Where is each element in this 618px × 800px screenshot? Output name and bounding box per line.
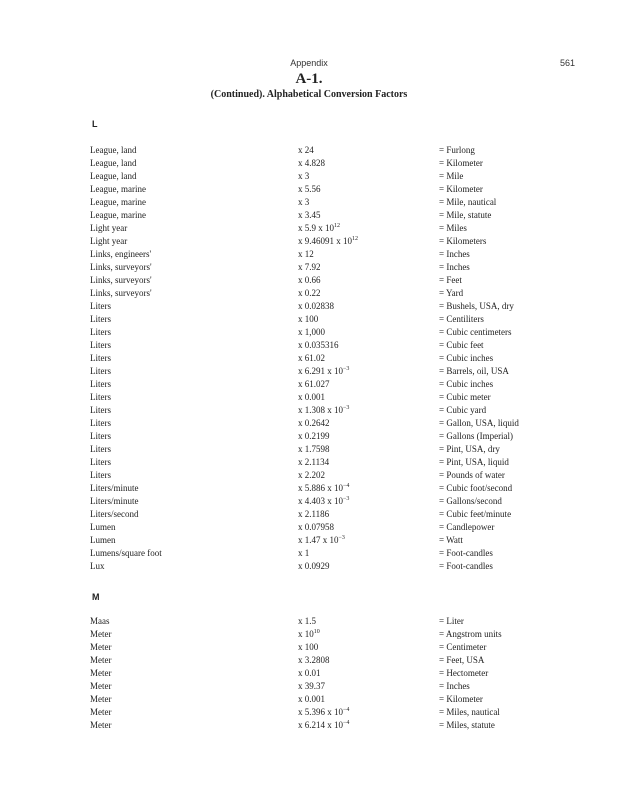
factor-cell	[298, 235, 358, 248]
factor-cell	[298, 222, 340, 235]
factor-value: x 0.01	[298, 668, 321, 678]
factor-value: x 0.07958	[298, 522, 334, 532]
result-cell: = Kilometers	[439, 236, 487, 246]
factor-value: x 10	[298, 629, 314, 639]
conversion-table-l	[90, 144, 560, 573]
unit-cell: League, land	[90, 171, 137, 181]
result-cell: = Cubic centimeters	[439, 327, 512, 337]
table-row	[90, 313, 560, 326]
result-cell: = Liter	[439, 616, 464, 626]
unit-cell: Liters	[90, 353, 111, 363]
factor-value: x 12	[298, 249, 314, 259]
result-cell: = Feet, USA	[439, 655, 485, 665]
result-cell: = Gallons (Imperial)	[439, 431, 514, 441]
result-cell: = Cubic inches	[439, 379, 494, 389]
table-row	[90, 417, 560, 430]
factor-cell	[298, 326, 325, 339]
factor-value: x 4.828	[298, 158, 325, 168]
unit-cell: League, land	[90, 158, 137, 168]
result-cell: = Candlepower	[439, 522, 495, 532]
table-row	[90, 706, 560, 719]
unit-cell: League, land	[90, 145, 137, 155]
table-row	[90, 654, 560, 667]
unit-cell: Meter	[90, 720, 112, 730]
unit-cell: League, marine	[90, 197, 146, 207]
factor-value: x 1.47 x 10	[298, 535, 339, 545]
factor-value: x 61.027	[298, 379, 330, 389]
table-row	[90, 209, 560, 222]
factor-cell	[298, 170, 309, 183]
factor-cell	[298, 248, 314, 261]
unit-cell: Links, surveyors'	[90, 262, 152, 272]
factor-cell	[298, 417, 330, 430]
factor-exponent: −3	[343, 366, 350, 372]
factor-cell	[298, 313, 318, 326]
table-row	[90, 274, 560, 287]
result-cell: = Yard	[439, 288, 464, 298]
factor-cell	[298, 378, 330, 391]
table-row	[90, 326, 560, 339]
unit-cell: Liters	[90, 457, 111, 467]
result-cell: = Cubic feet/minute	[439, 509, 512, 519]
factor-cell	[298, 628, 320, 641]
table-row	[90, 235, 560, 248]
result-cell: = Miles, nautical	[439, 707, 500, 717]
unit-cell: Lumens/square foot	[90, 548, 162, 558]
result-cell: = Centimeter	[439, 642, 487, 652]
table-row	[90, 641, 560, 654]
factor-value: x 2.1186	[298, 509, 330, 519]
factor-value: x 0.035316	[298, 340, 339, 350]
result-cell: = Mile, statute	[439, 210, 492, 220]
unit-cell: Links, surveyors'	[90, 275, 152, 285]
table-subtitle: (Continued). Alphabetical Conversion Factors	[210, 89, 408, 100]
factor-value: x 0.66	[298, 275, 321, 285]
factor-cell	[298, 391, 325, 404]
factor-exponent: −3	[343, 405, 350, 411]
table-row	[90, 430, 560, 443]
factor-value: x 2.202	[298, 470, 325, 480]
table-row	[90, 667, 560, 680]
table-row	[90, 261, 560, 274]
factor-cell	[298, 469, 325, 482]
factor-value: x 6.291 x 10	[298, 366, 343, 376]
factor-cell	[298, 547, 309, 560]
factor-value: x 61.02	[298, 353, 325, 363]
factor-value: x 1	[298, 548, 310, 558]
factor-cell	[298, 667, 321, 680]
factor-value: x 5.396 x 10	[298, 707, 343, 717]
result-cell: = Cubic feet	[439, 340, 484, 350]
unit-cell: Light year	[90, 236, 128, 246]
section-letter-m: M	[92, 592, 100, 602]
factor-exponent: 10	[313, 629, 320, 635]
factor-exponent: −3	[343, 496, 350, 502]
conversion-table-m	[90, 615, 560, 732]
table-row	[90, 365, 560, 378]
result-cell: = Furlong	[439, 145, 475, 155]
factor-cell	[298, 430, 330, 443]
table-row	[90, 170, 560, 183]
factor-value: x 0.001	[298, 694, 325, 704]
result-cell: = Foot-candles	[439, 561, 493, 571]
unit-cell: League, marine	[90, 210, 146, 220]
table-row	[90, 615, 560, 628]
factor-cell	[298, 508, 329, 521]
unit-cell: Meter	[90, 681, 112, 691]
table-title: A-1.	[295, 71, 323, 87]
unit-cell: Meter	[90, 694, 112, 704]
table-row	[90, 456, 560, 469]
factor-exponent: 12	[352, 236, 358, 242]
factor-value: x 0.2199	[298, 431, 330, 441]
unit-cell: Liters	[90, 392, 111, 402]
result-cell: = Kilometer	[439, 184, 483, 194]
factor-value: x 6.214 x 10	[298, 720, 343, 730]
factor-cell	[298, 615, 316, 628]
unit-cell: Liters/minute	[90, 496, 139, 506]
table-row	[90, 547, 560, 560]
unit-cell: Meter	[90, 629, 112, 639]
result-cell: = Angstrom units	[439, 629, 502, 639]
result-cell: = Bushels, USA, dry	[439, 301, 514, 311]
table-row	[90, 534, 560, 547]
running-title: Appendix	[290, 58, 328, 68]
factor-exponent: −4	[343, 720, 350, 726]
factor-value: x 0.22	[298, 288, 321, 298]
factor-value: x 3	[298, 197, 310, 207]
factor-value: x 5.56	[298, 184, 321, 194]
factor-value: x 2.1134	[298, 457, 330, 467]
table-row	[90, 196, 560, 209]
table-row	[90, 482, 560, 495]
result-cell: = Feet	[439, 275, 462, 285]
factor-cell	[298, 261, 321, 274]
result-cell: = Inches	[439, 262, 470, 272]
factor-value: x 0.001	[298, 392, 325, 402]
factor-cell	[298, 706, 349, 719]
result-cell: = Kilometer	[439, 694, 483, 704]
table-row	[90, 248, 560, 261]
table-row	[90, 157, 560, 170]
factor-value: x 5.9 x 10	[298, 223, 334, 233]
factor-cell	[298, 404, 349, 417]
table-row	[90, 560, 560, 573]
unit-cell: Liters	[90, 405, 111, 415]
result-cell: = Miles, statute	[439, 720, 495, 730]
unit-cell: Meter	[90, 707, 112, 717]
table-row	[90, 628, 560, 641]
factor-value: x 4.403 x 10	[298, 496, 343, 506]
table-row	[90, 144, 560, 157]
factor-value: x 1,000	[298, 327, 325, 337]
factor-cell	[298, 144, 314, 157]
result-cell: = Cubic meter	[439, 392, 491, 402]
factor-cell	[298, 495, 349, 508]
unit-cell: Light year	[90, 223, 128, 233]
section-letter-l: L	[92, 119, 98, 129]
factor-cell	[298, 365, 349, 378]
factor-cell	[298, 300, 334, 313]
unit-cell: Liters	[90, 431, 111, 441]
factor-value: x 5.886 x 10	[298, 483, 343, 493]
result-cell: = Hectometer	[439, 668, 489, 678]
factor-cell	[298, 287, 321, 300]
unit-cell: Liters	[90, 470, 111, 480]
table-row	[90, 404, 560, 417]
unit-cell: Liters/minute	[90, 483, 139, 493]
factor-cell	[298, 456, 329, 469]
result-cell: = Pounds of water	[439, 470, 505, 480]
table-row	[90, 339, 560, 352]
result-cell: = Kilometer	[439, 158, 483, 168]
factor-cell	[298, 521, 334, 534]
factor-value: x 3	[298, 171, 310, 181]
unit-cell: Liters	[90, 340, 111, 350]
result-cell: = Inches	[439, 249, 470, 259]
factor-value: x 0.02838	[298, 301, 334, 311]
factor-cell	[298, 157, 325, 170]
unit-cell: Lux	[90, 561, 105, 571]
page-number: 561	[560, 58, 576, 68]
unit-cell: Liters	[90, 314, 111, 324]
factor-cell	[298, 680, 325, 693]
table-row	[90, 183, 560, 196]
result-cell: = Cubic foot/second	[439, 483, 513, 493]
factor-value: x 3.45	[298, 210, 321, 220]
unit-cell: Liters	[90, 301, 111, 311]
result-cell: = Pint, USA, liquid	[439, 457, 509, 467]
factor-cell	[298, 274, 321, 287]
result-cell: = Centiliters	[439, 314, 484, 324]
table-row	[90, 443, 560, 456]
factor-cell	[298, 654, 330, 667]
result-cell: = Inches	[439, 681, 470, 691]
result-cell: = Pint, USA, dry	[439, 444, 500, 454]
table-row	[90, 508, 560, 521]
factor-cell	[298, 534, 345, 547]
unit-cell: Lumen	[90, 535, 116, 545]
result-cell: = Gallon, USA, liquid	[439, 418, 519, 428]
factor-value: x 3.2808	[298, 655, 330, 665]
factor-cell	[298, 641, 318, 654]
factor-exponent: −4	[343, 707, 350, 713]
factor-cell	[298, 560, 330, 573]
factor-cell	[298, 183, 321, 196]
unit-cell: Liters	[90, 379, 111, 389]
table-row	[90, 495, 560, 508]
unit-cell: Meter	[90, 668, 112, 678]
unit-cell: Liters	[90, 444, 111, 454]
table-row	[90, 287, 560, 300]
unit-cell: Links, surveyors'	[90, 288, 152, 298]
unit-cell: Liters	[90, 366, 111, 376]
factor-cell	[298, 196, 309, 209]
factor-value: x 0.0929	[298, 561, 330, 571]
unit-cell: Lumen	[90, 522, 116, 532]
unit-cell: Meter	[90, 655, 112, 665]
factor-cell	[298, 339, 339, 352]
result-cell: = Cubic inches	[439, 353, 494, 363]
unit-cell: Liters	[90, 418, 111, 428]
factor-cell	[298, 719, 349, 732]
unit-cell: Meter	[90, 642, 112, 652]
factor-exponent: −4	[343, 483, 350, 489]
factor-exponent: −3	[338, 535, 345, 541]
factor-value: x 7.92	[298, 262, 321, 272]
factor-value: x 1.7598	[298, 444, 330, 454]
table-row	[90, 469, 560, 482]
unit-cell: League, marine	[90, 184, 146, 194]
table-row	[90, 300, 560, 313]
factor-value: x 9.46091 x 10	[298, 236, 352, 246]
unit-cell: Liters	[90, 327, 111, 337]
result-cell: = Mile, nautical	[439, 197, 497, 207]
table-row	[90, 222, 560, 235]
result-cell: = Miles	[439, 223, 467, 233]
factor-cell	[298, 209, 321, 222]
table-row	[90, 521, 560, 534]
factor-value: x 0.2642	[298, 418, 330, 428]
result-cell: = Foot-candles	[439, 548, 493, 558]
table-row	[90, 719, 560, 732]
table-row	[90, 391, 560, 404]
factor-value: x 1.5	[298, 616, 316, 626]
unit-cell: Maas	[90, 616, 110, 626]
factor-value: x 39.37	[298, 681, 325, 691]
result-cell: = Cubic yard	[439, 405, 487, 415]
unit-cell: Links, engineers'	[90, 249, 152, 259]
result-cell: = Barrels, oil, USA	[439, 366, 509, 376]
factor-cell	[298, 693, 325, 706]
factor-exponent: 12	[334, 223, 340, 229]
unit-cell: Liters/second	[90, 509, 139, 519]
factor-cell	[298, 352, 325, 365]
factor-cell	[298, 443, 330, 456]
result-cell: = Mile	[439, 171, 464, 181]
factor-value: x 24	[298, 145, 314, 155]
table-row	[90, 693, 560, 706]
table-row	[90, 352, 560, 365]
result-cell: = Gallons/second	[439, 496, 502, 506]
factor-cell	[298, 482, 349, 495]
table-row	[90, 378, 560, 391]
factor-value: x 100	[298, 314, 319, 324]
table-row	[90, 680, 560, 693]
factor-value: x 1.308 x 10	[298, 405, 343, 415]
result-cell: = Watt	[439, 535, 463, 545]
factor-value: x 100	[298, 642, 319, 652]
